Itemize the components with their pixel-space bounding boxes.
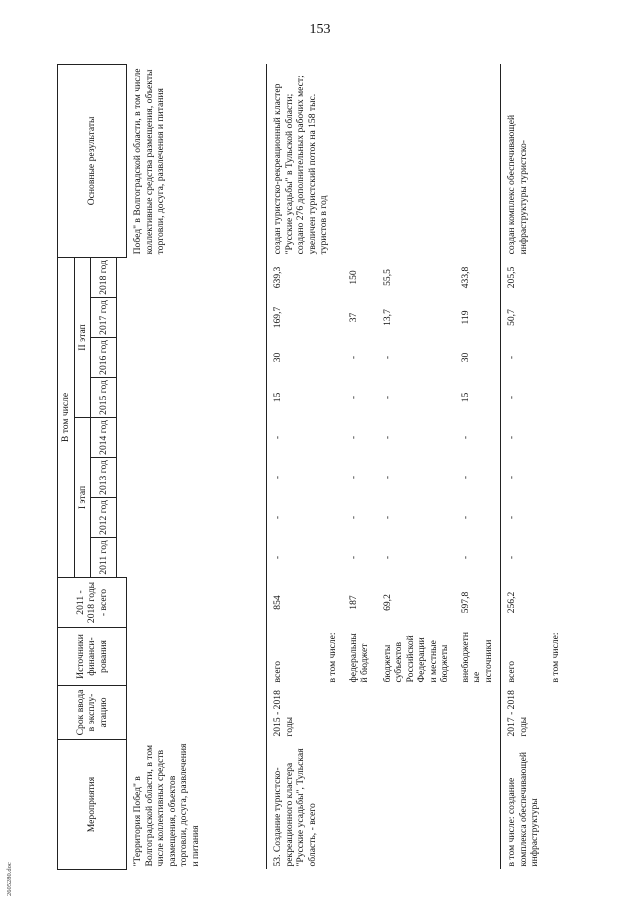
header-stage-2: II этап (74, 257, 91, 417)
table-row (127, 64, 267, 869)
cell-2016: - (501, 338, 547, 378)
cell-2018 (127, 257, 267, 297)
cell-term: 2017 - 2018 годы (501, 686, 547, 740)
cell-2012: - (459, 515, 471, 520)
cell-source: всего (267, 628, 325, 686)
cell-2013: - (501, 458, 547, 498)
cell-results: Побед" в Волгоградской области, в том числе коллективные средства размещения, объекты торговли, досуга, развлечения и питания (132, 68, 166, 255)
cell-2012: - (501, 498, 547, 538)
cell-2015: 15 (459, 392, 471, 403)
cell-source: в том числе: (327, 632, 338, 683)
cell-2013: - (347, 475, 359, 480)
cell-2013: - (459, 475, 471, 480)
cell-2016: - (381, 355, 393, 360)
cell-2014: - (267, 418, 325, 458)
cell-source: всего (501, 628, 547, 686)
cell-2015 (127, 378, 267, 418)
cell-2018: 205,5 (501, 257, 547, 297)
header-results: Основные результаты (58, 64, 127, 257)
cell-total: 256,2 (501, 578, 547, 628)
cell-event: в том числе: создание комплекса обеспечивающей инфраструктуры (501, 740, 547, 870)
cell-source: в том числе: (549, 632, 561, 683)
program-table (57, 64, 567, 870)
cell-source: внебюджетные источники (459, 632, 494, 683)
table-header (58, 64, 127, 869)
cell-total: 597,8 (459, 591, 471, 614)
header-year-2013: 2013 год (91, 458, 117, 498)
cell-2018: 433,8 (459, 266, 471, 289)
cell-2011 (127, 538, 267, 578)
cell-2017: 50,7 (501, 298, 547, 338)
header-events: Мероприятия (58, 740, 127, 870)
header-total: 2011 - 2018 годы - всего (58, 578, 127, 628)
table-row (267, 64, 325, 869)
cell-2014 (127, 418, 267, 458)
cell-total: 187 (347, 595, 359, 610)
cell-2017 (127, 298, 267, 338)
cell-2012: - (267, 498, 325, 538)
cell-source: бюджеты субъектов Российской Федерации и местные бюджеты (381, 635, 450, 683)
cell-2018: 55,5 (381, 269, 393, 286)
cell-2013: - (381, 475, 393, 480)
cell-2011: - (381, 555, 393, 560)
cell-term: 2015 - 2018 годы (267, 686, 325, 740)
cell-2011: - (347, 555, 359, 560)
header-year-2014: 2014 год (91, 418, 117, 458)
cell-2013: - (267, 458, 325, 498)
header-including: В том числе (58, 257, 75, 577)
cell-2012: - (381, 515, 393, 520)
header-stage-1: I этап (74, 418, 91, 578)
cell-total: 854 (267, 578, 325, 628)
cell-source (127, 628, 267, 686)
cell-results: создан комплекс обеспечивающей инфраструктуры туристско- (501, 64, 568, 257)
cell-total (127, 578, 267, 628)
cell-2011: - (459, 555, 471, 560)
cell-2017: 13,7 (381, 309, 393, 326)
cell-2016: 30 (459, 352, 471, 363)
cell-2015: - (381, 395, 393, 400)
header-year-2017: 2017 год (91, 298, 117, 338)
cell-2015: 15 (267, 378, 325, 418)
cell-2017: 119 (459, 310, 471, 325)
cell-2012 (127, 498, 267, 538)
cell-term (127, 686, 267, 740)
table-row (501, 64, 547, 869)
cell-2014: - (459, 435, 471, 440)
cell-results: создан туристско-рекреационный кластер "Русские усадьбы" в Тульской области; создано 276 дополнительных рабочих мест; увеличен туристский поток на 158 тыс. туристов в год (267, 64, 457, 257)
cell-2014: - (501, 418, 547, 458)
cell-event: "Территория Побед" в Волгоградской области, в том числе коллективных средств размещения, объектов торговли, досуга, развлечения и питания (132, 743, 201, 867)
cell-source: федеральный бюджет (347, 633, 370, 683)
header-year-2011: 2011 год (91, 538, 117, 578)
cell-2014: - (381, 435, 393, 440)
cell-2013 (127, 458, 267, 498)
cell-2016: - (347, 355, 359, 360)
cell-total: 69,2 (381, 594, 393, 611)
header-year-2015: 2015 год (91, 378, 117, 418)
header-year-2012: 2012 год (91, 498, 117, 538)
cell-2011: - (501, 538, 547, 578)
table-row (457, 64, 501, 869)
page-number: 153 (309, 22, 331, 37)
document-reference: 2605280.doc (6, 862, 13, 896)
rotated-table-container (57, 65, 597, 870)
cell-2015: - (347, 395, 359, 400)
cell-2011: - (267, 538, 325, 578)
header-term: Срок ввода в эксплу-атацию (58, 686, 127, 740)
cell-event: 53. Создание туристско-рекреационного кластера "Русские усадьбы", Тульская область, - всего (267, 740, 325, 870)
header-year-2018: 2018 год (91, 257, 117, 297)
cell-2017: 37 (347, 312, 359, 323)
cell-2015: - (501, 378, 547, 418)
header-year-2016: 2016 год (91, 338, 117, 378)
cell-2012: - (347, 515, 359, 520)
cell-2016 (127, 338, 267, 378)
cell-2016: 30 (267, 338, 325, 378)
cell-2017: 169,7 (267, 298, 325, 338)
cell-2018: 150 (347, 270, 359, 285)
cell-2014: - (347, 435, 359, 440)
header-source: Источники финанси-рования (58, 628, 127, 686)
cell-2018: 639,3 (267, 257, 325, 297)
